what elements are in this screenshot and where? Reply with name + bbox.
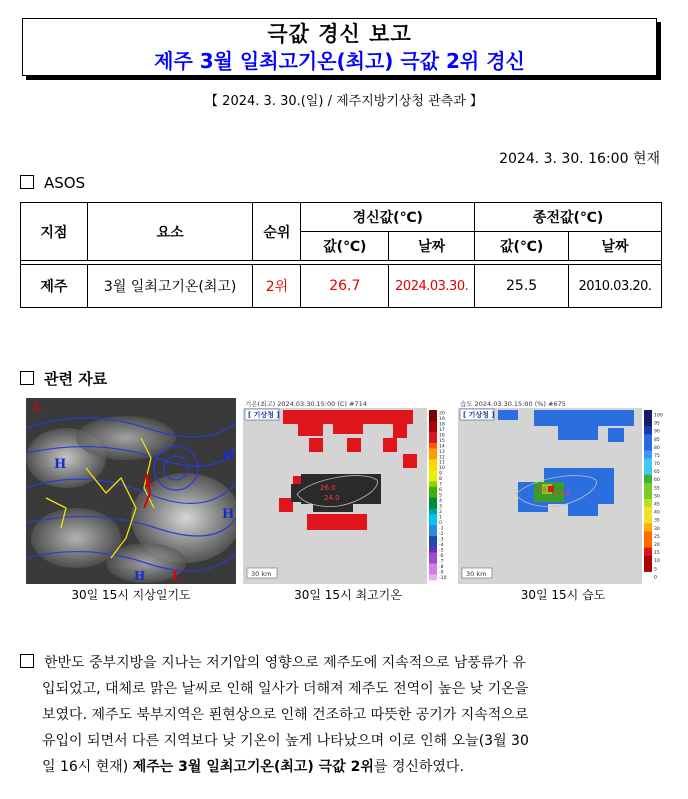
cell-element: 3월 일최고기온(최고) — [87, 265, 253, 308]
colorbar-tick-label: -5 — [439, 548, 444, 554]
colorbar-swatch — [644, 572, 652, 580]
colorbar-tick-label: 95 — [654, 421, 660, 427]
colorbar-tick-label: 7 — [439, 482, 442, 488]
colorbar-tick-label: 5 — [654, 567, 657, 573]
colorbar-tick-label: 15 — [654, 551, 660, 557]
checkbox-square-icon — [20, 654, 34, 668]
cell-prev-value: 25.5 — [475, 265, 569, 308]
paragraph-text: 일 16시 현재) — [42, 759, 133, 775]
cell-prev-date: 2010.03.20. — [569, 265, 662, 308]
colorbar-tick-label: 16 — [439, 433, 445, 439]
header-prev-value: 값(℃) — [475, 232, 569, 261]
point-value-label: 28 — [538, 486, 547, 494]
header-new-value-group: 경신값(℃) — [301, 203, 475, 232]
colorbar-tick-label: 0 — [439, 521, 442, 527]
colorbar-tick-label: 15 — [439, 438, 445, 444]
colorbar-swatch — [429, 553, 437, 559]
colorbar-tick-label: -2 — [439, 532, 444, 538]
colorbar-tick-label: 85 — [654, 437, 660, 443]
report-title-box — [22, 18, 657, 76]
humidity-map-svg — [458, 398, 668, 584]
report-subtitle: 제주 3월 일최고기온(최고) 극값 2위 경신 — [154, 49, 525, 73]
colorbar-tick-label: 35 — [654, 518, 660, 524]
colorbar-swatch — [644, 475, 652, 483]
colorbar-tick-label: 2 — [439, 510, 442, 516]
colorbar-tick-label: 55 — [654, 486, 660, 492]
colorbar-swatch — [644, 442, 652, 450]
colorbar-tick-label: 90 — [654, 429, 660, 435]
colorbar-swatch — [429, 415, 437, 421]
figure-caption: 30일 15시 지상일기도 — [71, 588, 191, 602]
colorbar-swatch — [429, 525, 437, 531]
table-row — [21, 265, 662, 308]
colorbar-swatch — [429, 410, 437, 416]
colorbar-swatch — [644, 556, 652, 564]
checkbox-square-icon — [20, 371, 34, 385]
asos-section-heading — [20, 174, 85, 192]
related-section-label: 관련 자료 — [44, 370, 108, 388]
header-new-value: 값(℃) — [301, 232, 389, 261]
colorbar-swatch — [644, 499, 652, 507]
max-temperature-map-svg — [243, 398, 453, 584]
colorbar-swatch — [429, 514, 437, 520]
colorbar-tick-label: -4 — [439, 543, 444, 548]
colorbar-swatch — [429, 564, 437, 570]
scale-bar-label: 30 km — [466, 570, 487, 578]
record-table — [20, 202, 662, 308]
colorbar-tick-label: 19 — [439, 416, 445, 422]
colorbar-swatch — [429, 426, 437, 432]
colorbar-swatch — [429, 569, 437, 575]
colorbar-swatch — [644, 459, 652, 467]
kma-badge: [ 기상청 ] — [248, 411, 280, 419]
colorbar-tick-label: 70 — [654, 462, 660, 468]
map-label-h: H — [134, 569, 146, 583]
as-of-timestamp: 2024. 3. 30. 16:00 현재 — [499, 151, 660, 167]
map-label-h: H — [222, 449, 235, 464]
colorbar-swatch — [644, 491, 652, 499]
figure-caption: 30일 15시 최고기온 — [294, 588, 402, 602]
colorbar-tick-label: 5 — [439, 493, 442, 499]
colorbar-tick-label: 65 — [654, 470, 660, 476]
colorbar-swatch — [429, 470, 437, 476]
colorbar-swatch — [429, 492, 437, 498]
colorbar-tick-label: 20 — [439, 411, 445, 417]
colorbar-swatch — [644, 515, 652, 523]
colorbar-tick-label: 13 — [439, 449, 445, 455]
point-value-label: 24.0 — [324, 494, 340, 502]
checkbox-square-icon — [20, 175, 34, 189]
colorbar-tick-label: 18 — [439, 422, 445, 428]
summary-paragraph — [20, 650, 665, 780]
colorbar-tick-label: 50 — [654, 494, 660, 500]
colorbar-swatch — [429, 437, 437, 443]
map-label-l: L — [144, 475, 154, 490]
map-header-text: 기온(최고) 2024.03.30.15:00 (C) #714 — [245, 400, 367, 408]
header-prev-date: 날짜 — [569, 232, 662, 261]
colorbar-tick-label: -3 — [439, 537, 444, 543]
point-value-label: 26.0 — [320, 484, 336, 492]
colorbar-swatch — [644, 540, 652, 548]
paragraph-line: 유입이 되면서 다른 지역보다 낮 기온이 높게 나타났으며 이로 인해 오늘(3월 30 — [42, 733, 529, 749]
header-prev-value-group: 종전값(℃) — [475, 203, 662, 232]
paragraph-text: 를 경신하였다. — [373, 759, 464, 775]
colorbar-tick-label: 10 — [439, 466, 445, 472]
colorbar-swatch — [644, 483, 652, 491]
colorbar-tick-label: 45 — [654, 502, 660, 508]
colorbar-tick-label: 1 — [439, 515, 442, 521]
colorbar-swatch — [429, 421, 437, 427]
paragraph-line: 한반도 중부지방을 지나는 저기압의 영향으로 제주도에 지속적으로 남풍류가 유 — [44, 655, 526, 671]
cell-new-value: 26.7 — [301, 265, 389, 308]
colorbar-swatch — [644, 531, 652, 539]
header-element: 요소 — [87, 203, 253, 261]
colorbar-tick-label: 25 — [654, 534, 660, 540]
max-temperature-map-image — [243, 398, 453, 584]
colorbar-swatch — [429, 487, 437, 493]
colorbar-tick-label: 4 — [439, 499, 442, 505]
colorbar-swatch — [429, 443, 437, 449]
map-label-h: H — [54, 457, 67, 472]
colorbar-swatch — [644, 418, 652, 426]
colorbar-swatch — [644, 410, 652, 418]
header-new-date: 날짜 — [389, 232, 475, 261]
cell-rank: 2위 — [253, 265, 301, 308]
colorbar-tick-label: 17 — [439, 427, 445, 433]
colorbar-tick-label: 10 — [654, 559, 660, 565]
map-label-h: H — [222, 507, 235, 522]
colorbar-swatch — [429, 542, 437, 548]
colorbar-tick-label: 6 — [439, 488, 442, 494]
colorbar-tick-label: -6 — [439, 553, 444, 559]
report-title: 극값 경신 보고 — [267, 22, 412, 46]
colorbar-swatch — [429, 531, 437, 537]
map-label-l: L — [34, 400, 42, 413]
colorbar-swatch — [644, 523, 652, 531]
cell-station: 제주 — [21, 265, 88, 308]
surface-chart-image — [26, 398, 236, 584]
colorbar-tick-label: 0 — [654, 575, 657, 581]
colorbar-tick-label: 60 — [654, 478, 660, 484]
colorbar-swatch — [429, 465, 437, 471]
colorbar-tick-label: 80 — [654, 445, 660, 451]
colorbar-swatch — [429, 520, 437, 526]
colorbar-swatch — [429, 498, 437, 504]
colorbar-swatch — [644, 450, 652, 458]
colorbar-tick-label: 8 — [439, 477, 442, 483]
humidity-map-image — [458, 398, 668, 584]
colorbar-swatch — [429, 454, 437, 460]
colorbar-tick-label: 20 — [654, 543, 660, 548]
colorbar-tick-label: -7 — [439, 559, 444, 565]
colorbar-swatch — [644, 507, 652, 515]
colorbar-swatch — [429, 459, 437, 465]
map-label-l: L — [172, 569, 181, 583]
colorbar-swatch — [644, 467, 652, 475]
paragraph-line: 입되었고, 대체로 맑은 날씨로 인해 일사가 더해져 제주도 전역이 높은 낮 기온을 — [42, 681, 529, 697]
paragraph-line-last — [20, 754, 665, 780]
surface-chart-svg — [26, 398, 236, 584]
colorbar-tick-label: 11 — [439, 460, 445, 466]
paragraph-highlight: 제주는 3월 일최고기온(최고) 극값 2위 — [132, 759, 374, 775]
kma-badge: [ 기상청 ] — [463, 411, 495, 419]
colorbar-swatch — [429, 575, 437, 581]
colorbar-tick-label: -1 — [439, 526, 444, 532]
figure-caption: 30일 15시 습도 — [520, 588, 606, 602]
related-section-heading — [20, 368, 107, 389]
colorbar-swatch — [429, 503, 437, 509]
asos-section-label: ASOS — [44, 174, 86, 192]
colorbar-swatch — [429, 547, 437, 553]
colorbar-swatch — [644, 426, 652, 434]
colorbar-swatch — [429, 432, 437, 438]
colorbar-tick-label: 75 — [654, 453, 660, 459]
colorbar-swatch — [429, 536, 437, 542]
colorbar-tick-label: -8 — [439, 564, 444, 570]
colorbar-swatch — [429, 476, 437, 482]
map-header-text: 습도 2024.03.30.15:00 (%) #675 — [460, 400, 566, 408]
colorbar-swatch — [429, 448, 437, 454]
issuer-line: 【 2024. 3. 30.(일) / 제주지방기상청 관측과 】 — [205, 94, 483, 109]
colorbar-swatch — [644, 564, 652, 572]
scale-bar-label: 30 km — [251, 570, 272, 578]
header-rank: 순위 — [253, 203, 301, 261]
colorbar-tick-label: 40 — [654, 510, 660, 516]
colorbar-tick-label: 100 — [654, 413, 663, 419]
colorbar-tick-label: 3 — [439, 504, 442, 510]
colorbar-swatch — [429, 509, 437, 515]
cell-new-date: 2024.03.30. — [389, 265, 475, 308]
colorbar-tick-label: 14 — [439, 444, 445, 450]
colorbar-swatch — [644, 548, 652, 556]
colorbar-swatch — [429, 481, 437, 487]
colorbar-tick-label: 9 — [439, 471, 442, 477]
colorbar-tick-label: -10 — [439, 575, 447, 581]
paragraph-line: 보였다. 제주도 북부지역은 푄현상으로 인해 건조하고 따뜻한 공기가 지속적으로 — [42, 707, 529, 723]
header-station: 지점 — [21, 203, 88, 261]
colorbar-swatch — [429, 558, 437, 564]
colorbar-tick-label: 12 — [439, 455, 445, 461]
colorbar-tick-label: 30 — [654, 526, 660, 532]
colorbar-tick-label: -9 — [439, 570, 444, 576]
colorbar-swatch — [644, 434, 652, 442]
point-value-label: 27.8 — [554, 490, 570, 498]
